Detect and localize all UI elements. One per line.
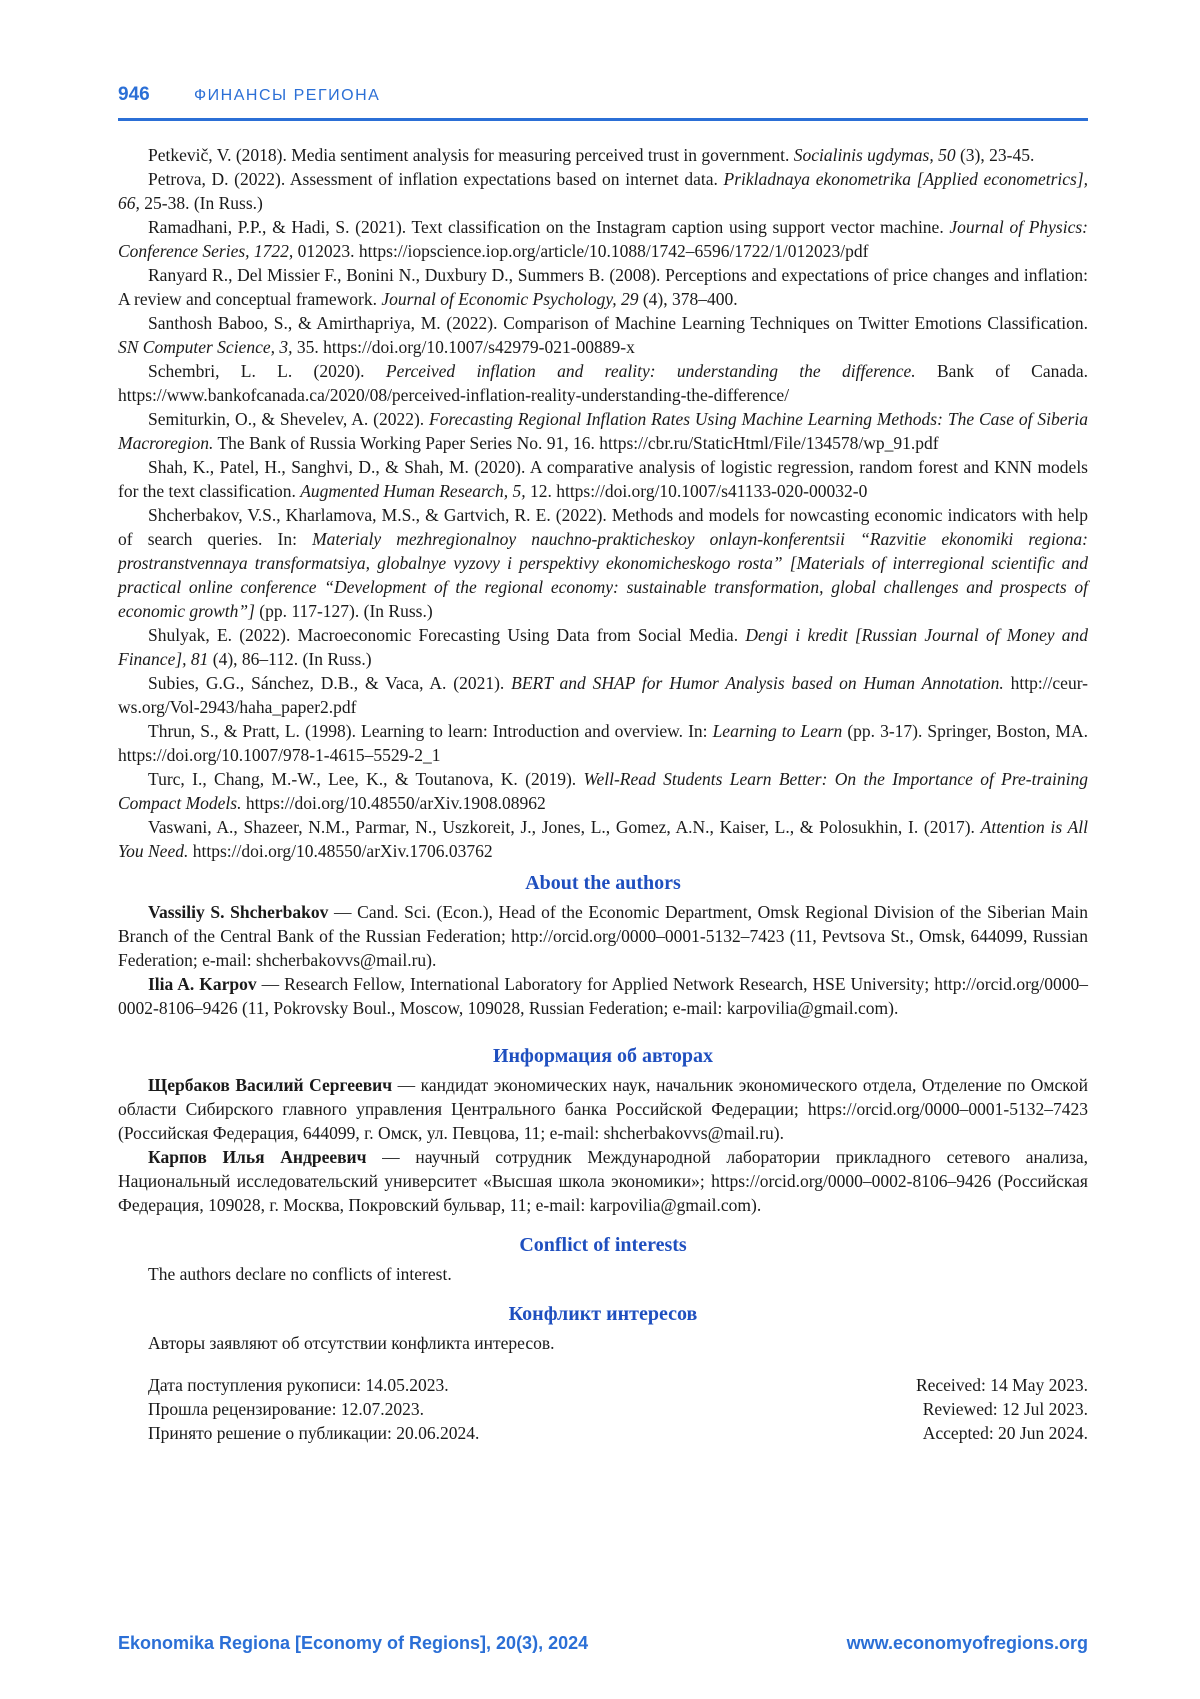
- date-reviewed-en: Reviewed: 12 Jul 2023.: [922, 1399, 1088, 1419]
- reference-details: 12. https://doi.org/10.1007/s41133-020-00032-0: [525, 481, 868, 501]
- conflict-en-heading: Conflict of interests: [519, 1234, 687, 1256]
- reference-entry: [118, 815, 1088, 863]
- author-name: Ilia A. Karpov: [148, 974, 257, 994]
- reference-text: Petkevič, V. (2018). Media sentiment analysis for measuring perceived trust in government.: [148, 145, 794, 165]
- reference-entry: [118, 767, 1088, 815]
- reference-entry: [118, 215, 1088, 263]
- reference-entry: [118, 359, 1088, 407]
- reference-source: Well-Read Students Learn Better: On the Importance of Pre-training Compact Models.: [118, 769, 1088, 813]
- reference-text: Ranyard R., Del Missier F., Bonini N., Duxbury D., Summers B. (2008). Perceptions and expectations of price changes and inflation: A review and conceptual framework.: [118, 265, 1088, 309]
- reference-details: 25-38. (In Russ.): [139, 193, 263, 213]
- reference-source: Journal of Economic Psychology, 29: [381, 289, 639, 309]
- page-content: [118, 143, 1088, 1445]
- reference-details: Bank of Canada. https://www.bankofcanada.ca/2020/08/perceived-inflation-reality-understanding-the-difference/: [118, 361, 1089, 405]
- author-bio: [118, 1073, 1088, 1145]
- reference-entry: [118, 407, 1088, 455]
- reference-text: Semiturkin, O., & Shevelev, A. (2022).: [148, 409, 430, 429]
- reference-entry: [118, 623, 1088, 671]
- reference-entry: [118, 167, 1088, 215]
- reference-details: 012023. https://iopscience.iop.org/article/10.1088/1742–6596/1722/1/012023/pdf: [293, 241, 869, 261]
- author-bio: [118, 900, 1088, 972]
- reference-details: https://doi.org/10.48550/arXiv.1706.03762: [188, 841, 493, 861]
- author-details: — Research Fellow, International Laboratory for Applied Network Research, HSE University; http://orcid.org/0000–0002-8106–9426 (11, Pokrovsky Boul., Moscow, 109028, Russian Federation; e-mail: karpovilia@gmail.com).: [118, 974, 1088, 1018]
- manuscript-dates: [118, 1373, 1088, 1445]
- conflict-ru-text: Авторы заявляют об отсутствии конфликта интересов.: [148, 1333, 555, 1353]
- reference-text: Subies, G.G., Sánchez, D.B., & Vaca, A. (2021).: [148, 673, 512, 693]
- reference-source: Learning to Learn: [712, 721, 843, 741]
- reference-source: Augmented Human Research, 5,: [300, 481, 526, 501]
- reference-details: The Bank of Russia Working Paper Series No. 91, 16. https://cbr.ru/StaticHtml/File/134578/wp_91.pdf: [213, 433, 939, 453]
- author-details: — Cand. Sci. (Econ.), Head of the Economic Department, Omsk Regional Division of the Siberian Main Branch of the Central Bank of the Russian Federation; http://orcid.org/0000–0001-5132–7423 (11, Pevtsova St., Omsk, 644099, Russian Federation; e-mail: shcherbakovvs@mail.ru).: [118, 902, 1089, 970]
- reference-text: Shah, K., Patel, H., Sanghvi, D., & Shah, M. (2020). A comparative analysis of logistic regression, random forest and KNN models for the text classification.: [118, 457, 1088, 501]
- page-number: 946: [118, 84, 150, 105]
- reference-source: Forecasting Regional Inflation Rates Using Machine Learning Methods: The Case of Siberia Macroregion.: [118, 409, 1088, 453]
- journal-website-link[interactable]: www.economyofregions.org: [846, 1633, 1088, 1653]
- reference-details: (4), 378–400.: [638, 289, 738, 309]
- reference-source: Attention is All You Need.: [118, 817, 1088, 861]
- author-bio: [118, 1145, 1088, 1217]
- dates-english: [916, 1373, 1088, 1445]
- reference-details: https://doi.org/10.48550/arXiv.1908.08962: [241, 793, 546, 813]
- author-details: — кандидат экономических наук, начальник экономического отдела, Отделение по Омской области Сибирского главного управления Центрального банка Российской Федерации; https://orcid.org/0000–0001-5132–7423 (Российская Федерация, 644099, г. Омск, ул. Певцова, 11; e-mail: shcherbakovvs@mail.ru).: [118, 1075, 1088, 1143]
- reference-entry: [118, 671, 1088, 719]
- date-accepted-en: Accepted: 20 Jun 2024.: [922, 1423, 1088, 1443]
- reference-list: [118, 143, 1088, 863]
- reference-text: Santhosh Baboo, S., & Amirthapriya, M. (2022). Comparison of Machine Learning Techniques on Twitter Emotions Classification.: [148, 313, 1088, 333]
- reference-entry: [118, 143, 1088, 167]
- reference-text: Vaswani, A., Shazeer, N.M., Parmar, N., Uszkoreit, J., Jones, L., Gomez, A.N., Kaiser, L., & Polosukhin, I. (2017).: [148, 817, 981, 837]
- author-name: Vassiliy S. Shcherbakov: [148, 902, 329, 922]
- reference-source: Perceived inflation and reality: understanding the difference.: [385, 361, 916, 381]
- dates-russian: [148, 1373, 479, 1445]
- author-name: Карпов Илья Андреевич: [148, 1147, 367, 1167]
- page-header: [118, 84, 1088, 121]
- reference-details: (4), 86–112. (In Russ.): [208, 649, 372, 669]
- reference-source: BERT and SHAP for Humor Analysis based on Human Annotation.: [511, 673, 1004, 693]
- reference-entry: [118, 311, 1088, 359]
- reference-text: Schembri, L. L. (2020).: [148, 361, 386, 381]
- date-accepted-ru: Принято решение о публикации: 20.06.2024.: [148, 1423, 480, 1443]
- date-received-en: Received: 14 May 2023.: [915, 1375, 1088, 1395]
- journal-name: ФИНАНСЫ РЕГИОНА: [194, 87, 381, 104]
- reference-text: Shcherbakov, V.S., Kharlamova, M.S., & Gartvich, R. E. (2022). Methods and models for nowcasting economic indicators with help of search queries. In:: [118, 505, 1088, 549]
- reference-text: Shulyak, E. (2022). Macroeconomic Forecasting Using Data from Social Media.: [148, 625, 746, 645]
- reference-details: (pp. 3-17). Springer, Boston, MA. https://doi.org/10.1007/978-1-4615–5529-2_1: [118, 721, 1088, 765]
- author-details: — научный сотрудник Международной лаборатории прикладного сетевого анализа, Национальный исследовательский университет «Высшая школа экономики»; https://orcid.org/0000–0002-8106–9426 (Российская Федерация, 109028, г. Москва, Покровский бульвар, 11; e-mail: karpovilia@gmail.com).: [118, 1147, 1088, 1215]
- author-bio: [118, 972, 1088, 1020]
- conflict-en-text: The authors declare no conflicts of interest.: [148, 1264, 452, 1284]
- about-authors-heading: About the authors: [525, 872, 681, 894]
- reference-text: Ramadhani, P.P., & Hadi, S. (2021). Text classification on the Instagram caption using support vector machine.: [148, 217, 950, 237]
- author-name: Щербаков Василий Сергеевич: [148, 1075, 393, 1095]
- reference-source: SN Computer Science, 3,: [118, 337, 293, 357]
- page-footer: [118, 1633, 1088, 1659]
- date-received-ru: Дата поступления рукописи: 14.05.2023.: [148, 1375, 449, 1395]
- reference-entry: [118, 719, 1088, 767]
- reference-entry: [118, 503, 1088, 623]
- conflict-ru-heading: Конфликт интересов: [508, 1303, 698, 1325]
- reference-details: 35. https://doi.org/10.1007/s42979-021-00889-x: [292, 337, 635, 357]
- reference-source: Journal of Physics: Conference Series, 1722,: [118, 217, 1088, 261]
- reference-text: Turc, I., Chang, M.-W., Lee, K., & Toutanova, K. (2019).: [148, 769, 584, 789]
- reference-source: Prikladnaya ekonometrika [Applied econometrics], 66,: [118, 169, 1089, 213]
- reference-details: (3), 23-45.: [955, 145, 1035, 165]
- reference-source: Socialinis ugdymas, 50: [793, 145, 956, 165]
- reference-entry: [118, 455, 1088, 503]
- reference-details: http://ceur-ws.org/Vol-2943/haha_paper2.pdf: [118, 673, 1089, 717]
- reference-source: Dengi i kredit [Russian Journal of Money and Finance], 81: [118, 625, 1088, 669]
- reference-text: Petrova, D. (2022). Assessment of inflation expectations based on internet data.: [148, 169, 724, 189]
- reference-details: (pp. 117-127). (In Russ.): [254, 601, 433, 621]
- journal-citation: Ekonomika Regiona [Economy of Regions], 20(3), 2024: [118, 1633, 589, 1653]
- reference-entry: [118, 263, 1088, 311]
- reference-source: Materialy mezhregionalnoy nauchno-prakticheskoy onlayn-konferentsii “Razvitie ekonomiki regiona: prostranstvennaya transformatsiya, globalnye vyzovy i perspektivy ekonomicheskogo rosta” [Materials of interregional scientific and practical online conference “Development of the regional economy: sustainable transformation, global challenges and prospects of economic growth”]: [118, 529, 1088, 621]
- info-authors-heading: Информация об авторах: [492, 1045, 714, 1067]
- date-reviewed-ru: Прошла рецензирование: 12.07.2023.: [148, 1399, 424, 1419]
- reference-text: Thrun, S., & Pratt, L. (1998). Learning to learn: Introduction and overview. In:: [148, 721, 713, 741]
